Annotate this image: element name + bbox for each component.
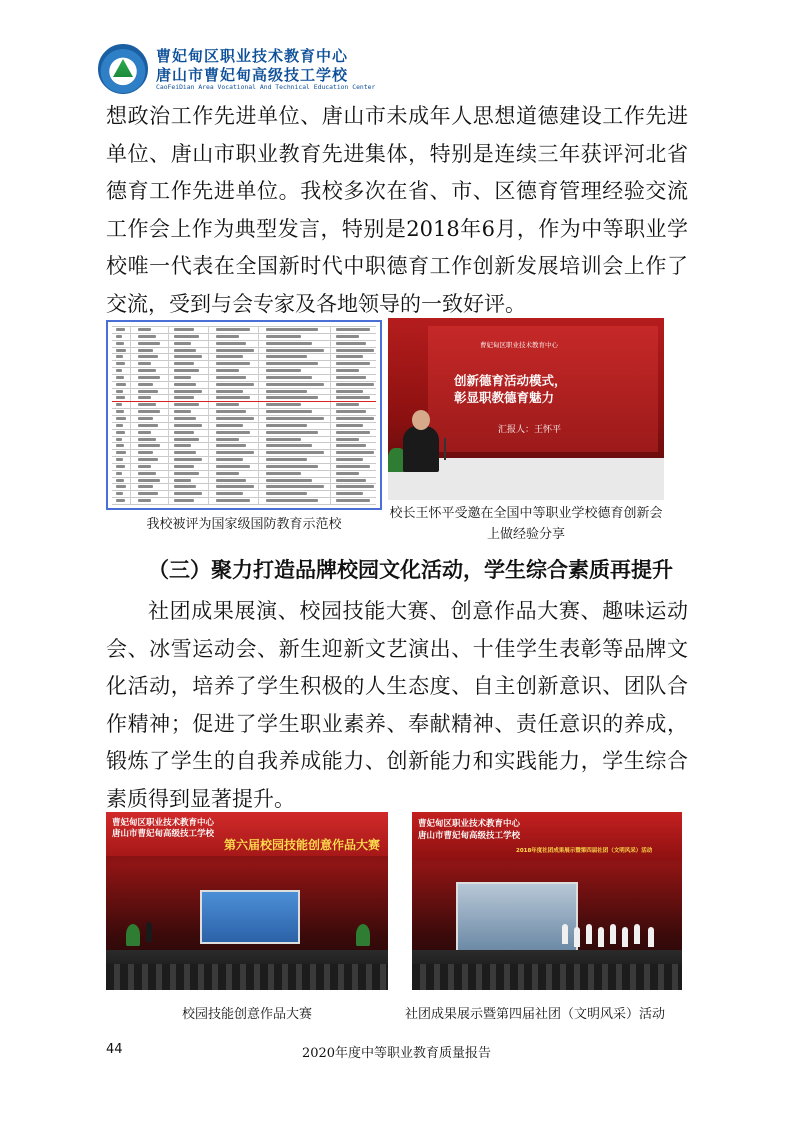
table-rule [112,477,376,478]
table-cell-text [336,403,359,406]
footer-title: 2020年度中等职业教育质量报告 [301,1046,492,1061]
table-cell-text [174,451,196,454]
table-cell-text [116,499,125,502]
table-cell-text [266,328,318,331]
table-cell-text [266,424,307,427]
table-rule [112,381,376,382]
table-cell-text [336,369,359,372]
table-cell-text [174,403,199,406]
slide-presenter: 汇报人：王怀平 [498,425,562,435]
table-cell-text [116,444,124,447]
table-cell-text [116,355,123,358]
contest-banner-title: 第六届校园技能创意作品大赛 [224,838,381,852]
table-cell-text [116,390,123,393]
table-rule [112,415,376,416]
caption-defense-school: 我校被评为国家级国防教育示范校 [146,517,342,532]
table-rule [112,326,376,327]
table-rule [112,388,376,389]
microphone-icon [444,438,446,460]
table-cell-text [174,492,202,495]
table-cell-text [116,403,122,406]
table-cell-text [138,499,151,502]
table-cell-text [138,479,160,482]
performer-figure [648,927,654,947]
table-rule [112,374,376,375]
table-cell-text [336,438,359,441]
table-cell-text [116,349,126,352]
table-cell-text [138,342,160,345]
table-cell-text [116,472,122,475]
table-rule [112,490,376,491]
table-cell-text [216,390,243,393]
table-cell-text [116,410,124,413]
contest-stage-screen [200,890,300,944]
table-cell-text [174,328,194,331]
table-cell-text [216,376,246,379]
table-cell-text [138,465,151,468]
table-cell-text [266,369,301,372]
table-rule [112,497,376,498]
table-cell-text [266,349,324,352]
table-cell-text [266,444,312,447]
table-rule [112,408,376,409]
section-heading: （三）聚力打造品牌校园文化活动，学生综合素质再提升 [148,557,673,582]
table-cell-text [216,424,243,427]
table-cell-text [138,424,158,427]
table-cell-text [116,492,123,495]
table-cell-text [138,362,151,365]
table-cell-text [174,383,196,386]
table-cell-text [216,410,246,413]
table-cell-text [336,431,370,434]
table-cell-text [116,424,123,427]
table-rule [112,442,376,443]
table-cell-text [116,451,126,454]
table-cell-text [216,417,254,420]
table-rule [112,463,376,464]
table-cell-text [116,465,125,468]
principal-speech-photo [388,318,664,500]
table-rule [112,367,376,368]
defense-education-list-image [106,320,382,510]
performer-figure [562,924,568,944]
table-cell-text [216,499,250,502]
table-cell-text [336,355,363,358]
table-cell-text [174,485,196,488]
club-showcase-photo [412,812,682,990]
table-cell-text [266,438,301,441]
presentation-screen [428,326,658,452]
table-cell-text [138,472,156,475]
skills-contest-photo [106,812,388,990]
table-column-rule [208,326,209,504]
table-cell-text [116,342,124,345]
table-cell-text [336,376,366,379]
table-cell-text [336,465,370,468]
table-column-rule [258,326,259,504]
table-cell-text [266,485,324,488]
table-column-rule [330,326,331,504]
club-banner-school-1: 曹妃甸区职业技术教育中心 [418,819,521,829]
table-cell-text [138,492,158,495]
table-cell-text [266,355,307,358]
table-cell-text [174,396,194,399]
table-cell-text [336,499,370,502]
table-cell-text [174,369,199,372]
table-cell-text [116,335,122,338]
table-cell-text [336,390,363,393]
table-cell-text [138,438,156,441]
table-cell-text [216,465,250,468]
table-cell-text [174,465,194,468]
table-cell-text [138,403,156,406]
table-rule [112,449,376,450]
table-cell-text [174,424,202,427]
table-cell-text [266,390,307,393]
caption-club-showcase: 社团成果展示暨第四届社团（文明风采）活动 [404,1007,665,1022]
table-column-rule [168,326,169,504]
table-cell-text [216,349,254,352]
speaker-head [412,410,430,430]
table-cell-text [174,349,196,352]
club-stage-screen [456,882,578,952]
slide-title-line-1: 创新德育活动模式， [454,373,567,388]
table-cell-text [336,383,374,386]
table-cell-text [116,458,123,461]
table-cell-text [216,369,239,372]
table-cell-text [174,362,194,365]
table-cell-text [174,472,199,475]
table-cell-text [216,485,254,488]
table-cell-text [216,444,246,447]
table-cell-text [266,458,307,461]
table-cell-text [138,410,160,413]
table-cell-text [116,438,122,441]
table-cell-text [336,396,370,399]
performer-figure [610,924,616,944]
table-cell-text [336,492,363,495]
table-cell-text [266,342,312,345]
paragraph-2: 社团成果展演、校园技能大赛、创意作品大赛、趣味运动会、冰雪运动会、新生迎新文艺演出、十佳学生表彰等品牌文化活动，培养了学生积极的人生态度、自主创新意识、团队合作精神；促进了学生职业素养、奉献精神、责任意识的养成，锻炼了学生的自我养成能力、创新能力和实践能力，学生综合素质得到显著提升。 [106,599,688,811]
performer-figure [634,924,640,944]
table-cell-text [336,485,374,488]
table-cell-text [174,390,202,393]
table-cell-text [138,355,158,358]
table-rule [112,422,376,423]
club-banner-school-2: 唐山市曹妃甸高级技工学校 [418,831,521,841]
table-cell-text [336,362,370,365]
table-rule [112,394,376,395]
plant-decoration [356,924,370,946]
table-cell-text [138,458,158,461]
table-cell-text [216,396,250,399]
table-cell-text [216,458,243,461]
table-cell-text [216,383,254,386]
audience-seats [412,964,682,990]
contest-banner [106,812,388,856]
table-cell-text [174,499,194,502]
table-rule [112,353,376,354]
school-logo-icon [98,44,148,94]
table-cell-text [216,362,250,365]
table-cell-text [216,342,246,345]
table-cell-text [216,403,239,406]
slide-title [454,372,567,406]
table-cell-text [266,335,301,338]
table-cell-text [138,376,160,379]
table-cell-text [266,431,318,434]
page-header [98,40,438,94]
table-cell-text [138,444,160,447]
table-cell-text [174,431,194,434]
table-cell-text [174,417,196,420]
table-cell-text [216,431,250,434]
slide-title-line-2: 彰显职教德育魅力 [454,390,555,405]
table-rule [112,333,376,334]
table-rule [112,456,376,457]
table-cell-text [216,479,246,482]
table-cell-text [266,499,318,502]
table-cell-text [336,444,366,447]
table-cell-text [336,335,359,338]
table-cell-text [174,458,202,461]
highlight-rule [112,401,376,402]
speaker-figure [146,922,152,942]
table-cell-text [174,444,191,447]
table-rule [112,504,376,505]
table-rule [112,436,376,437]
table-cell-text [138,417,153,420]
table-cell-text [216,451,254,454]
slide-header: 曹妃甸区职业技术教育中心 [480,341,558,349]
table-cell-text [336,328,370,331]
table-cell-text [266,396,318,399]
header-school-name-1: 曹妃甸区职业技术教育中心 [156,47,349,65]
table-cell-text [138,335,156,338]
table-cell-text [174,335,199,338]
table-cell-text [336,424,363,427]
paragraph-1: 想政治工作先进单位、唐山市未成年人思想道德建设工作先进单位、唐山市职业教育先进集体，特别是连续三年获评河北省德育工作先进单位。我校多次在省、市、区德育管理经验交流工作会上作为典型发言，特别是2018年6月，作为中等职业学校唯一代表在全国新时代中职德育工作创新发展培训会上作了交流，受到与会专家及各地领导的一致好评。 [106,104,688,316]
performer-figure [574,927,580,947]
club-banner [412,812,682,860]
table-cell-text [174,410,191,413]
table-cell-text [116,376,124,379]
table-cell-text [336,417,374,420]
page-number: 44 [106,1042,123,1057]
table-cell-text [138,431,151,434]
table-cell-text [336,479,366,482]
table-cell-text [116,328,125,331]
performer-figure [586,924,592,944]
plant-decoration [126,924,140,946]
table-cell-text [138,328,151,331]
table-cell-text [116,362,125,365]
table-cell-text [336,349,374,352]
header-english-name: CaoFeiDian Area Vocational And Technical Education Center [156,83,376,91]
table-cell-text [138,390,158,393]
table-rule [112,470,376,471]
club-banner-title: 2018年度社团成果展示暨第四届社团（文明风采）活动 [516,848,653,854]
table-cell-text [116,431,125,434]
table-cell-text [174,355,202,358]
table-cell-text [138,383,153,386]
table-cell-text [174,479,191,482]
table-cell-text [216,492,243,495]
table-cell-text [216,355,243,358]
table-cell-text [336,472,359,475]
audience-seats [106,964,388,990]
table-cell-text [138,369,156,372]
table-cell-text [266,479,312,482]
table-cell-text [266,410,312,413]
table-rule [112,429,376,430]
table-rule [112,347,376,348]
table-cell-text [336,451,374,454]
table-cell-text [336,410,366,413]
table-cell-text [216,328,250,331]
header-school-name-2: 唐山市曹妃甸高级技工学校 [156,66,349,84]
table-cell-text [266,376,312,379]
table-cell-text [336,458,363,461]
table-cell-text [116,479,124,482]
table-cell-text [138,396,151,399]
table-cell-text [216,335,239,338]
table-cell-text [138,451,153,454]
table-cell-text [266,362,318,365]
caption-skills-contest: 校园技能创意作品大赛 [181,1007,312,1022]
table-cell-text [116,369,122,372]
table-cell-text [116,485,126,488]
table-column-rule [130,326,131,504]
table-cell-text [216,438,239,441]
table-cell-text [138,349,153,352]
caption-principal-speech: 校长王怀平受邀在全国中等职业学校德育创新会上做经验分享 [389,506,663,542]
table-cell-text [174,438,199,441]
table-cell-text [266,403,301,406]
table-cell-text [266,451,324,454]
table-cell-text [116,396,125,399]
table-cell-text [216,472,239,475]
table-cell-text [266,417,324,420]
table-cell-text [266,383,324,386]
performer-figure [622,927,628,947]
table-cell-text [336,342,366,345]
table-rule [112,360,376,361]
table-cell-text [116,417,126,420]
table-cell-text [174,376,191,379]
table-cell-text [266,465,318,468]
table-cell-text [174,342,191,345]
table-cell-text [266,472,301,475]
performer-figure [598,927,604,947]
speaker-figure [403,426,439,472]
table-cell-text [138,485,153,488]
table-cell-text [116,383,126,386]
table-rule [112,340,376,341]
table-cell-text [266,492,307,495]
contest-banner-school: 曹妃甸区职业技术教育中心 唐山市曹妃甸高级技工学校 [112,818,215,839]
table-rule [112,483,376,484]
